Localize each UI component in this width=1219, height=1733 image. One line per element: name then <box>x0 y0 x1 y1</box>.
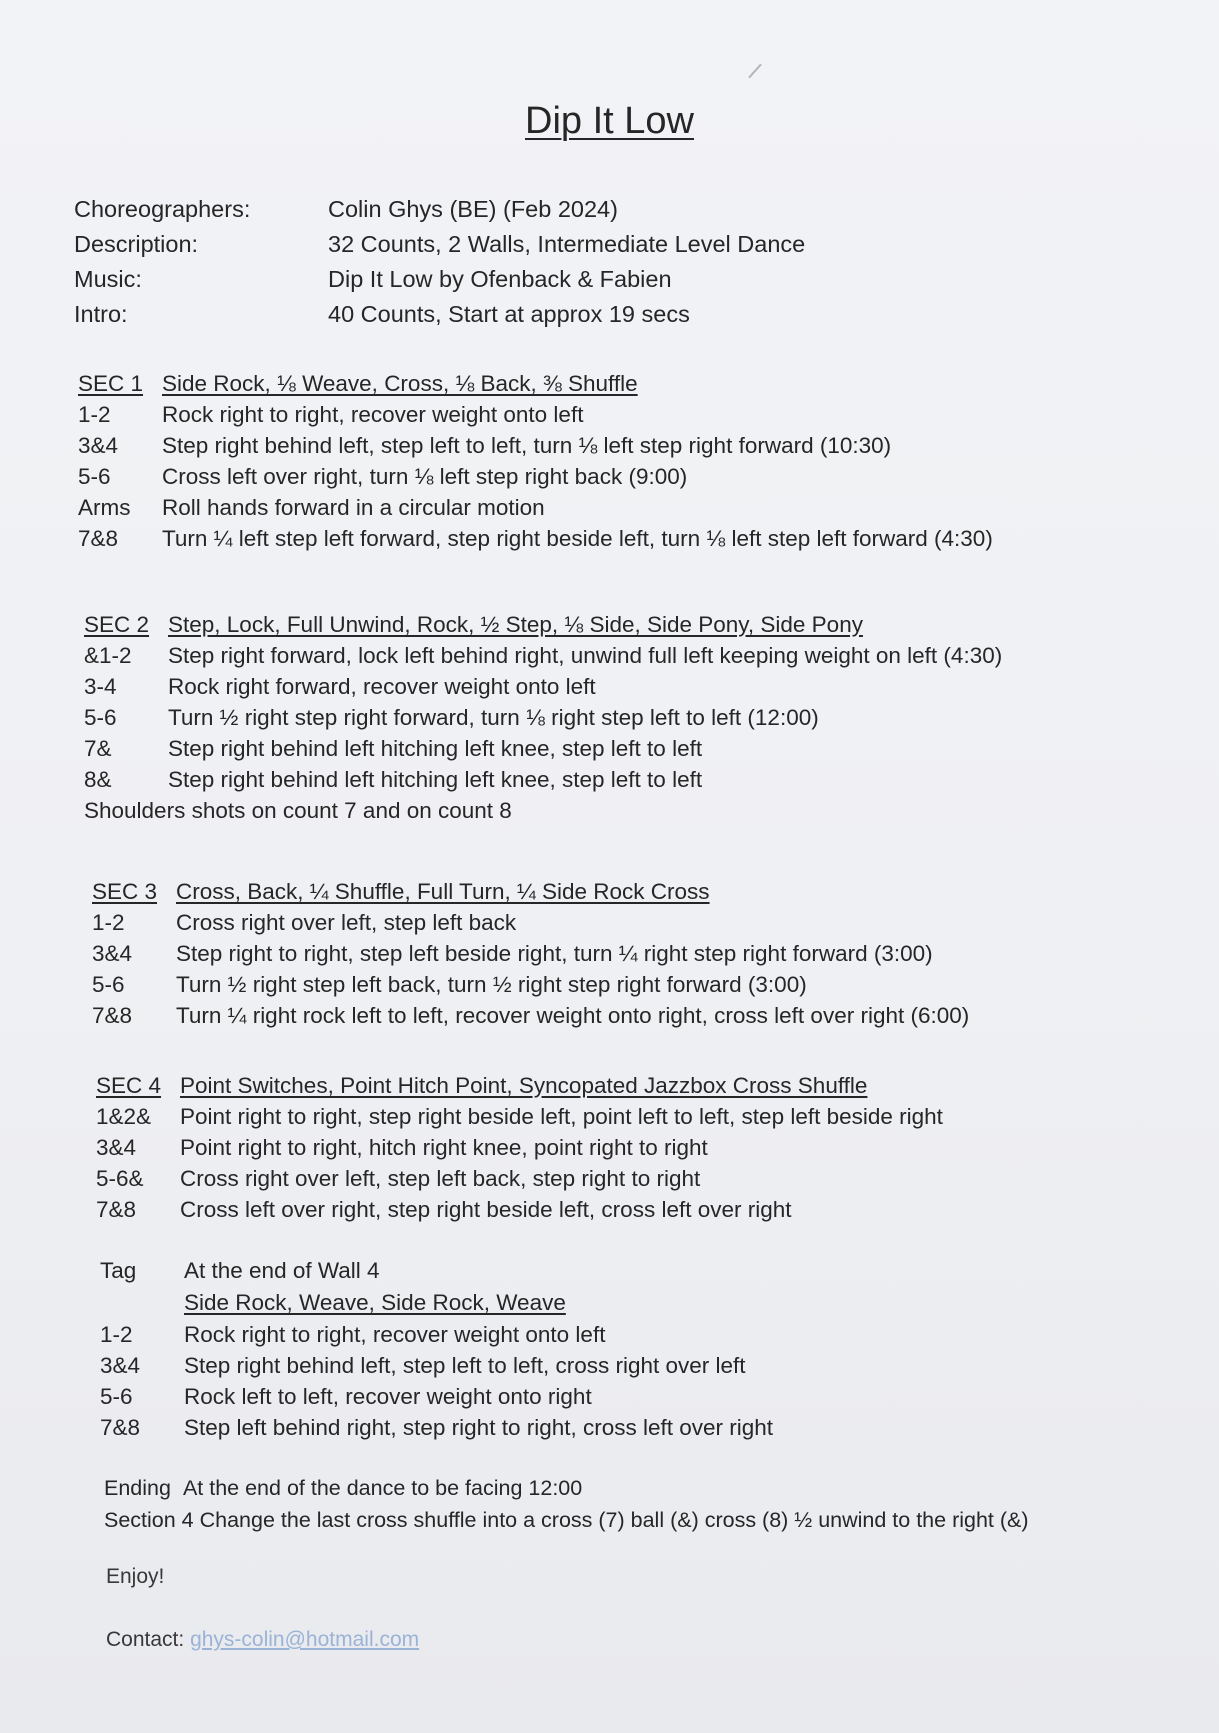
section-title: Side Rock, ⅛ Weave, Cross, ⅛ Back, ⅜ Shuffle <box>162 370 638 396</box>
step-count: 3&4 <box>96 1134 137 1160</box>
section-title: Cross, Back, ¼ Shuffle, Full Turn, ¼ Side Rock Cross <box>176 878 710 904</box>
step-count: 1&2& <box>96 1103 152 1129</box>
step-count: &1-2 <box>84 642 132 668</box>
contact-label: Contact: <box>106 1628 185 1651</box>
step-row <box>100 1381 773 1412</box>
enjoy-text: Enjoy! <box>106 1565 165 1588</box>
step-count: 7&8 <box>100 1414 141 1440</box>
tag-label: Tag <box>100 1258 137 1283</box>
step-text: Cross left over right, step right beside left, cross left over right <box>180 1196 792 1222</box>
step-count: 5-6 <box>84 704 117 730</box>
step-count: 7&8 <box>78 525 119 551</box>
step-row <box>100 1350 773 1381</box>
step-row <box>78 523 993 554</box>
ending-row <box>104 1472 1029 1504</box>
ending-label: Ending <box>104 1475 171 1500</box>
section-heading <box>84 609 1002 640</box>
step-count: 5-6& <box>96 1165 144 1191</box>
dance-info <box>74 192 805 332</box>
step-text: Step right behind left, step left to left, turn ⅛ left step right forward (10:30) <box>162 432 892 458</box>
step-count: 5-6 <box>78 463 111 489</box>
step-row <box>84 733 1002 764</box>
step-row <box>78 461 993 492</box>
step-text: Turn ½ right step left back, turn ½ right step right forward (3:00) <box>176 971 807 997</box>
step-text: Step right behind left hitching left knee, step left to left <box>168 735 703 761</box>
step-text: Rock left to left, recover weight onto right <box>184 1383 592 1409</box>
section-heading <box>96 1070 943 1101</box>
step-row <box>96 1132 943 1163</box>
ending-section <box>104 1472 1029 1536</box>
section-4 <box>96 1070 943 1225</box>
step-text: Step right behind left hitching left knee, step left to left <box>168 766 703 792</box>
info-row <box>74 227 805 262</box>
step-row <box>92 938 969 969</box>
step-text: Step right behind left, step left to left, cross right over left <box>184 1352 746 1378</box>
step-count: 7&8 <box>92 1002 133 1028</box>
step-count: 5-6 <box>92 971 125 997</box>
step-row <box>84 640 1002 671</box>
step-row <box>84 702 1002 733</box>
step-count: 3&4 <box>78 432 119 458</box>
step-row <box>78 399 993 430</box>
step-row <box>96 1101 943 1132</box>
section-label: SEC 4 <box>96 1072 162 1098</box>
step-row <box>84 671 1002 702</box>
step-row <box>96 1163 943 1194</box>
step-text: Turn ¼ right rock left to left, recover weight onto right, cross left over right (6:00) <box>176 1002 970 1028</box>
step-text: Step right to right, step left beside right, turn ¼ right step right forward (3:00) <box>176 940 933 966</box>
step-text: Step right forward, lock left behind right, unwind full left keeping weight on left (4:30) <box>168 642 1003 668</box>
section-note: Shoulders shots on count 7 and on count 8 <box>84 797 512 823</box>
section-1 <box>78 368 993 554</box>
tag-intro: At the end of Wall 4 <box>184 1258 380 1283</box>
step-text: Cross right over left, step left back <box>176 909 517 935</box>
step-text: Turn ½ right step right forward, turn ⅛ right step left to left (12:00) <box>168 704 819 730</box>
step-count: 3&4 <box>92 940 133 966</box>
step-text: Cross left over right, turn ⅛ left step right back (9:00) <box>162 463 688 489</box>
step-count: 3-4 <box>84 673 117 699</box>
tag-title-row <box>100 1287 773 1319</box>
step-text: Turn ¼ left step left forward, step right beside left, turn ⅛ left step left forward (4:30) <box>162 525 993 551</box>
section-heading <box>92 876 969 907</box>
section-2 <box>84 609 1002 826</box>
info-label: Intro: <box>74 301 128 327</box>
step-row <box>92 907 969 938</box>
info-label: Description: <box>74 231 199 257</box>
info-label: Choreographers: <box>74 196 251 222</box>
step-count: 5-6 <box>100 1383 133 1409</box>
step-text: Step left behind right, step right to right, cross left over right <box>184 1414 774 1440</box>
ending-text: At the end of the dance to be facing 12:00 <box>182 1475 583 1500</box>
step-text: Point right to right, step right beside left, point left to left, step left beside right <box>180 1103 943 1129</box>
contact-line <box>106 1628 419 1652</box>
step-text: Roll hands forward in a circular motion <box>162 494 545 520</box>
section-3 <box>92 876 969 1031</box>
info-value: Colin Ghys (BE) (Feb 2024) <box>328 196 618 222</box>
step-text: Point right to right, hitch right knee, point right to right <box>180 1134 708 1160</box>
step-count: 8& <box>84 766 112 792</box>
section-title: Point Switches, Point Hitch Point, Syncopated Jazzbox Cross Shuffle <box>180 1072 868 1098</box>
section-label: SEC 1 <box>78 370 144 396</box>
section-label: SEC 3 <box>92 878 158 904</box>
info-row <box>74 192 805 227</box>
step-count: 7&8 <box>96 1196 137 1222</box>
step-row <box>92 969 969 1000</box>
step-text: Rock right to right, recover weight onto left <box>184 1321 606 1347</box>
page-title: Dip It Low <box>525 100 694 142</box>
step-count: 3&4 <box>100 1352 141 1378</box>
step-row <box>78 492 993 523</box>
step-count: Arms <box>78 494 131 520</box>
info-value: 32 Counts, 2 Walls, Intermediate Level Dance <box>328 231 806 257</box>
step-count: 7& <box>84 735 112 761</box>
tag-section <box>100 1255 773 1443</box>
info-value: Dip It Low by Ofenback & Fabien <box>328 266 672 292</box>
step-count: 1-2 <box>100 1321 133 1347</box>
tag-heading <box>100 1255 773 1287</box>
info-row <box>74 262 805 297</box>
step-row <box>92 1000 969 1031</box>
step-row <box>100 1319 773 1350</box>
pen-mark <box>748 64 762 79</box>
step-row <box>100 1412 773 1443</box>
step-text: Cross right over left, step left back, step right to right <box>180 1165 701 1191</box>
ending-note: Section 4 Change the last cross shuffle into a cross (7) ball (&) cross (8) ½ unwind to the right (&) <box>104 1507 1029 1532</box>
section-title: Step, Lock, Full Unwind, Rock, ½ Step, ⅛ Side, Side Pony, Side Pony <box>168 611 863 637</box>
info-row <box>74 297 805 332</box>
step-row <box>96 1194 943 1225</box>
step-count: 1-2 <box>78 401 111 427</box>
step-count: 1-2 <box>92 909 125 935</box>
contact-email-link[interactable]: ghys-colin@hotmail.com <box>190 1628 420 1651</box>
info-label: Music: <box>74 266 142 292</box>
step-text: Rock right forward, recover weight onto left <box>168 673 596 699</box>
section-heading <box>78 368 993 399</box>
step-text: Rock right to right, recover weight onto left <box>162 401 584 427</box>
tag-title: Side Rock, Weave, Side Rock, Weave <box>184 1290 566 1315</box>
info-value: 40 Counts, Start at approx 19 secs <box>328 301 690 327</box>
section-label: SEC 2 <box>84 611 150 637</box>
step-row <box>84 764 1002 795</box>
step-row <box>78 430 993 461</box>
